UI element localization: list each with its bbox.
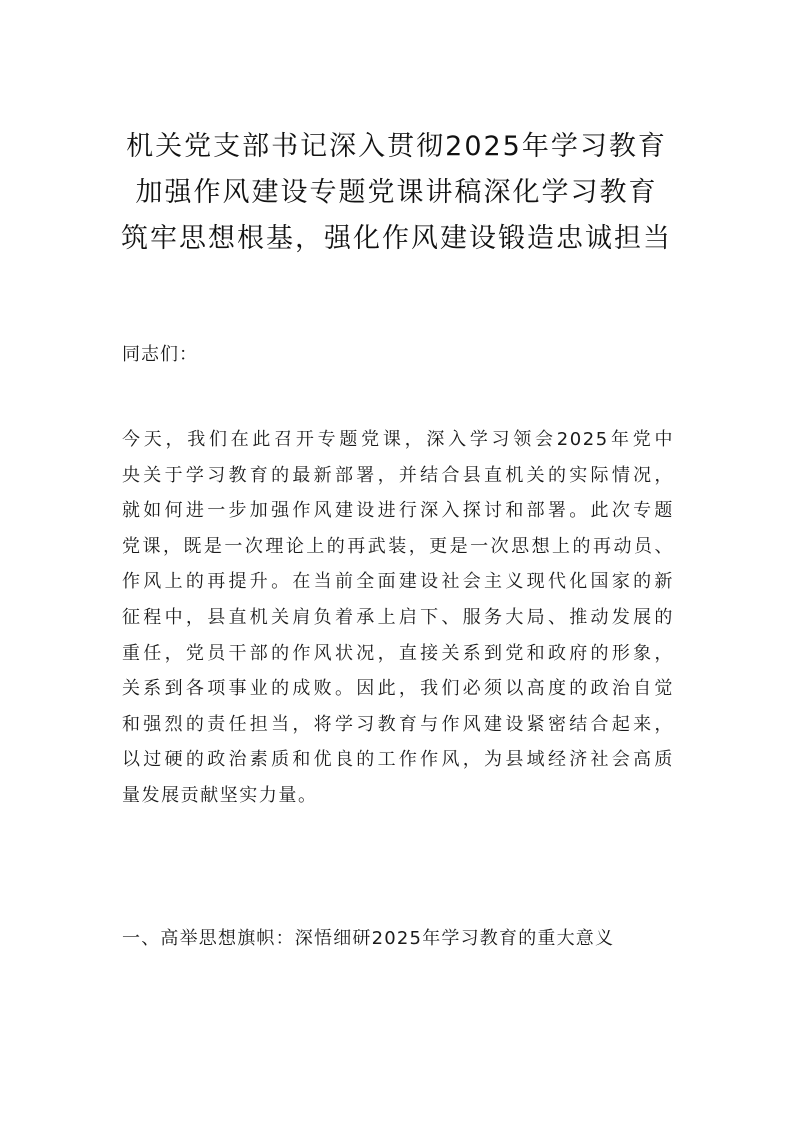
paragraph-line: 以过硬的政治素质和优良的工作作风，为县域经济社会高质 [122,749,674,771]
paragraph-line: 征程中，县直机关肩负着承上启下、服务大局、推动发展的 [122,606,674,628]
paragraph-line: 作风上的再提升。在当前全面建设社会主义现代化国家的新 [122,571,674,593]
paragraph-line: 量发展贡献坚实力量。 [122,784,318,806]
paragraph-line: 就如何进一步加强作风建设进行深入探讨和部署。此次专题 [122,500,674,522]
paragraph-line: 央关于学习教育的最新部署，并结合县直机关的实际情况， [122,464,674,486]
title-line-1: 机关党支部书记深入贯彻2025年学习教育 [126,131,667,162]
paragraph-line: 关系到各项事业的成败。因此，我们必须以高度的政治自觉 [122,678,674,700]
title-line-2: 加强作风建设专题党课讲稿深化学习教育 [135,177,658,208]
paragraph-line: 重任，党员干部的作风状况，直接关系到党和政府的形象， [122,642,674,664]
intro-paragraph [122,422,674,814]
section-heading: 一、高举思想旗帜：深悟细研2025年学习教育的重大意义 [122,928,615,949]
paragraph-line: 和强烈的责任担当，将学习教育与作风建设紧密结合起来， [122,713,674,735]
paragraph-line: 今天，我们在此召开专题党课，深入学习领会2025年党中 [122,429,674,450]
title-line-3: 筑牢思想根基，强化作风建设锻造忠诚担当 [121,223,672,254]
document-title [60,124,733,262]
salutation: 同志们： [122,344,198,365]
paragraph-line: 党课，既是一次理论上的再武装，更是一次思想上的再动员、 [122,535,674,557]
